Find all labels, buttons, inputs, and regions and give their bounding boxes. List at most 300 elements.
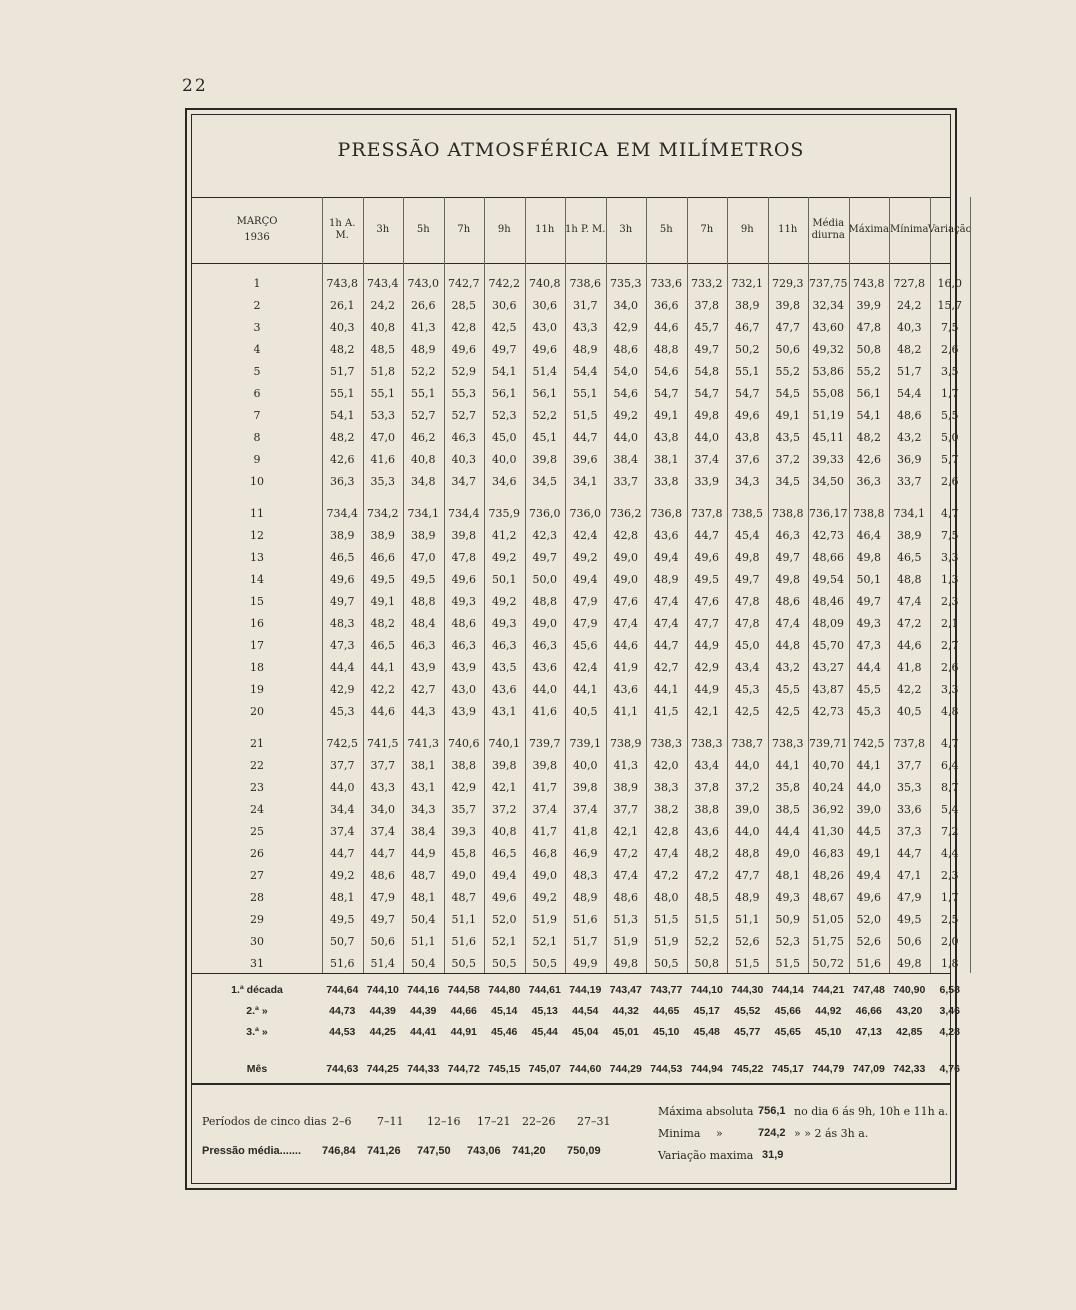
table-cell: 42,8 [654,825,679,838]
table-cell: 48,6 [613,343,638,356]
table-cell: 45,7 [694,321,719,334]
column-divider [444,197,445,973]
table-cell: 740,6 [448,737,480,750]
table-cell: 38,9 [613,781,638,794]
table-cell: 45,77 [734,1026,761,1038]
table-cell: 54,6 [654,365,679,378]
table-cell: 8,7 [941,781,959,794]
table-cell: 56,1 [856,387,881,400]
table-cell: 49,1 [654,409,679,422]
table-cell: 44,32 [612,1005,639,1017]
table-cell: 43,6 [694,825,719,838]
table-cell: 3,3 [941,551,959,564]
row-label: 22 [250,759,264,772]
table-cell: 42,6 [856,453,881,466]
table-cell: 42,2 [897,683,922,696]
table-cell: 55,2 [856,365,881,378]
table-cell: 46,9 [573,847,598,860]
table-cell: 43,3 [573,321,598,334]
table-cell: 43,20 [896,1005,923,1017]
table-cell: 49,3 [492,617,517,630]
table-cell: 742,33 [893,1063,926,1075]
table-cell: 44,54 [572,1005,599,1017]
table-cell: 37,6 [735,453,760,466]
table-cell: 51,75 [812,935,844,948]
table-cell: 49,5 [897,913,922,926]
table-cell: 41,8 [897,661,922,674]
table-cell: 1,8 [941,957,959,970]
var-value: 31,9 [762,1149,784,1161]
table-cell: 744,10 [690,984,723,996]
table-cell: 44,6 [897,639,922,652]
table-cell: 52,9 [451,365,476,378]
table-cell: 44,7 [897,847,922,860]
table-cell: 47,2 [613,847,638,860]
table-cell: 40,5 [573,705,598,718]
table-cell: 48,2 [330,431,355,444]
table-cell: 736,0 [569,507,601,520]
table-cell: 744,72 [447,1063,480,1075]
table-cell: 37,7 [370,759,395,772]
table-row [192,931,959,953]
table-row [192,547,959,569]
table-cell: 49,0 [451,869,476,882]
table-cell: 46,5 [492,847,517,860]
column-divider [808,197,809,973]
period-value: 27–31 [577,1115,611,1128]
table-cell: 55,1 [330,387,355,400]
table-cell: 50,7 [330,935,355,948]
table-cell: 4,28 [939,1026,960,1038]
table-cell: 42,9 [451,781,476,794]
table-cell: 47,7 [735,869,760,882]
row-label: 13 [250,551,264,564]
row-label: 14 [250,573,264,586]
table-cell: 47,9 [573,595,598,608]
table-cell: 38,9 [330,529,355,542]
min-note: » » 2 ás 3h a. [794,1127,869,1140]
table-cell: 48,9 [411,343,436,356]
table-cell: 46,8 [532,847,557,860]
table-cell: 739,1 [569,737,601,750]
table-cell: 2,0 [941,935,959,948]
table-cell: 740,1 [488,737,520,750]
table-row [192,887,959,909]
table-cell: 43,87 [812,683,844,696]
period-value: 2–6 [332,1115,352,1128]
column-header: 1h A. M. [329,218,356,241]
table-cell: 48,9 [654,573,679,586]
table-cell: 50,6 [897,935,922,948]
table-cell: 49,0 [613,573,638,586]
table-cell: 45,52 [734,1005,761,1017]
table-cell: 48,8 [532,595,557,608]
table-row [192,591,959,613]
table-cell: 24,2 [897,299,922,312]
table-cell: 729,3 [772,277,804,290]
table-cell: 52,2 [411,365,436,378]
table-cell: 45,44 [531,1026,558,1038]
table-cell: 42,5 [492,321,517,334]
table-cell: 49,6 [856,891,881,904]
table-cell: 37,8 [694,781,719,794]
period-value: 7–11 [377,1115,404,1128]
table-cell: 40,3 [330,321,355,334]
table-cell: 37,3 [897,825,922,838]
table-cell: 54,4 [573,365,598,378]
table-cell: 744,63 [326,1063,359,1075]
table-row [192,273,962,295]
table-cell: 49,7 [856,595,881,608]
table-cell: 49,6 [735,409,760,422]
table-cell: 34,3 [411,803,436,816]
table-cell: 43,8 [735,431,760,444]
table-cell: 48,67 [812,891,844,904]
table-cell: 45,70 [812,639,844,652]
table-cell: 49,3 [775,891,800,904]
table-cell: 48,8 [411,595,436,608]
table-cell: 37,2 [735,781,760,794]
table-cell: 37,7 [330,759,355,772]
row-label: 30 [250,935,264,948]
table-cell: 45,3 [856,705,881,718]
table-cell: 49,4 [573,573,598,586]
table-cell: 41,30 [812,825,844,838]
table-cell: 43,4 [735,661,760,674]
table-cell: 54,7 [694,387,719,400]
table-row [192,449,959,471]
table-cell: 49,8 [775,573,800,586]
table-cell: 42,9 [330,683,355,696]
table-cell: 736,17 [809,507,848,520]
table-cell: 48,9 [573,891,598,904]
table-cell: 48,2 [370,617,395,630]
table-cell: 736,0 [529,507,561,520]
table-cell: 49,7 [330,595,355,608]
column-header: 7h [700,224,714,235]
table-cell: 41,7 [532,781,557,794]
table-cell: 36,92 [812,803,844,816]
table-cell: 42,9 [613,321,638,334]
table-cell: 2,5 [941,913,959,926]
table-cell: 736,2 [610,507,642,520]
table-cell: 51,05 [812,913,844,926]
table-cell: 50,4 [411,957,436,970]
table-cell: 47,6 [694,595,719,608]
table-cell: 744,94 [690,1063,723,1075]
row-label: 26 [250,847,264,860]
table-cell: 31,7 [573,299,598,312]
column-header: 9h [497,224,511,235]
max-abs-label: Máxima absoluta [658,1105,754,1118]
table-cell: 49,6 [451,343,476,356]
table-cell: 49,9 [573,957,598,970]
table-cell: 37,8 [694,299,719,312]
column-divider [889,197,890,973]
table-cell: 1,7 [941,891,959,904]
table-cell: 745,07 [528,1063,561,1075]
table-cell: 734,1 [893,507,925,520]
table-cell: 51,1 [735,913,760,926]
table-cell: 37,2 [492,803,517,816]
table-cell: 43,6 [654,529,679,542]
table-cell: 744,14 [771,984,804,996]
table-cell: 48,8 [897,573,922,586]
period-value: 17–21 [477,1115,511,1128]
table-cell: 42,73 [812,529,844,542]
column-divider [970,197,971,973]
table-cell: 49,6 [330,573,355,586]
table-cell: 44,1 [856,759,881,772]
pressure-label: Pressão média....... [202,1145,302,1157]
table-cell: 49,1 [775,409,800,422]
row-label: 10 [250,475,264,488]
table-cell: 45,5 [856,683,881,696]
table-cell: 47,3 [330,639,355,652]
table-cell: 44,3 [411,705,436,718]
table-row [192,383,959,405]
row-label: 17 [250,639,264,652]
table-cell: 47,2 [694,869,719,882]
table-cell: 51,9 [654,935,679,948]
table-cell: 54,5 [775,387,800,400]
table-cell: 49,7 [775,551,800,564]
table-cell: 42,0 [654,759,679,772]
table-cell: 44,1 [654,683,679,696]
table-cell: 47,4 [613,617,638,630]
table-cell: 744,53 [650,1063,683,1075]
table-cell: 41,6 [370,453,395,466]
table-cell: 43,0 [532,321,557,334]
table-cell: 49,4 [856,869,881,882]
table-cell: 44,0 [694,431,719,444]
row-label: 4 [253,343,261,356]
table-cell: 734,4 [448,507,480,520]
table-cell: 744,58 [447,984,480,996]
table-cell: 44,91 [450,1026,477,1038]
table-cell: 44,0 [330,781,355,794]
table-cell: 34,8 [411,475,436,488]
table-cell: 744,79 [812,1063,845,1075]
table-cell: 47,8 [856,321,881,334]
table-cell: 46,3 [411,639,436,652]
row-label: 18 [250,661,264,674]
table-row [192,635,959,657]
table-cell: 51,3 [613,913,638,926]
table-cell: 42,7 [411,683,436,696]
table-cell: 45,6 [573,639,598,652]
table-cell: 42,2 [370,683,395,696]
table-cell: 39,6 [573,453,598,466]
table-cell: 741,5 [367,737,399,750]
table-cell: 44,7 [694,529,719,542]
table-cell: 5,4 [941,803,959,816]
table-cell: 35,3 [897,781,922,794]
table-cell: 44,25 [369,1026,396,1038]
table-cell: 41,7 [532,825,557,838]
table-cell: 47,3 [856,639,881,652]
table-cell: 24,2 [370,299,395,312]
row-label: 25 [250,825,264,838]
table-cell: 45,46 [491,1026,518,1038]
table-cell: 51,9 [532,913,557,926]
table-cell: 52,0 [492,913,517,926]
table-cell: 42,85 [896,1026,923,1038]
table-cell: 52,3 [492,409,517,422]
table-cell: 51,6 [573,913,598,926]
table-cell: 42,4 [573,661,598,674]
table-cell: 44,66 [450,1005,477,1017]
table-cell: 48,7 [411,869,436,882]
table-cell: 50,72 [812,957,844,970]
table-cell: 745,15 [488,1063,521,1075]
table-cell: 50,2 [735,343,760,356]
table-cell: 38,1 [654,453,679,466]
table-cell: 38,4 [411,825,436,838]
table-cell: 48,2 [694,847,719,860]
table-cell: 47,4 [613,869,638,882]
row-label: 23 [250,781,264,794]
table-cell: 734,1 [407,507,439,520]
table-cell: 744,19 [569,984,602,996]
table-row [192,317,959,339]
table-cell: 53,86 [812,365,844,378]
table-cell: 49,32 [812,343,844,356]
max-abs-note: no dia 6 ás 9h, 10h e 11h a. [794,1105,949,1118]
table-cell: 48,9 [735,891,760,904]
table-cell: 46,3 [492,639,517,652]
table-row [192,733,959,755]
table-cell: 51,1 [451,913,476,926]
table-cell: 7,5 [941,529,959,542]
table-cell: 52,7 [451,409,476,422]
table-cell: 744,29 [609,1063,642,1075]
column-header: 9h [740,224,754,235]
table-cell: 48,5 [370,343,395,356]
table-cell: 45,11 [812,431,844,444]
table-cell: 43,0 [451,683,476,696]
row-label: 2 [253,299,261,312]
table-cell: 44,39 [410,1005,437,1017]
table-cell: 37,2 [775,453,800,466]
table-cell: 738,8 [853,507,885,520]
table-cell: 4,76 [939,1063,960,1075]
table-cell: 51,5 [654,913,679,926]
summary-row [192,1021,960,1043]
row-label: 20 [250,705,264,718]
table-cell: 49,7 [694,343,719,356]
table-cell: 51,5 [573,409,598,422]
table-cell: 41,5 [654,705,679,718]
column-header: Média diurna [811,218,845,241]
table-cell: 55,1 [411,387,436,400]
table-cell: 739,71 [809,737,848,750]
table-cell: 44,0 [856,781,881,794]
table-cell: 55,1 [370,387,395,400]
summary-row [192,1000,960,1022]
table-cell: 734,2 [367,507,399,520]
table-cell: 4,7 [941,737,959,750]
table-cell: 42,8 [613,529,638,542]
table-cell: 50,5 [492,957,517,970]
table-cell: 5,0 [941,431,959,444]
table-row [192,657,959,679]
row-label: 16 [250,617,264,630]
row-label: 8 [253,431,261,444]
row-label: 6 [253,387,261,400]
table-cell: 738,3 [650,737,682,750]
table-cell: 41,1 [613,705,638,718]
table-cell: 48,3 [573,869,598,882]
table-cell: 48,4 [411,617,436,630]
table-cell: 34,1 [573,475,598,488]
table-cell: 51,5 [694,913,719,926]
table-cell: 49,5 [411,573,436,586]
table-cell: 4,4 [941,847,959,860]
table-cell: 47,4 [897,595,922,608]
table-cell: 2,6 [941,343,959,356]
table-cell: 42,1 [492,781,517,794]
table-cell: 47,1 [897,869,922,882]
table-cell: 744,60 [569,1063,602,1075]
table-inner [191,114,972,1184]
table-cell: 5,5 [941,409,959,422]
table-cell: 47,13 [855,1026,882,1038]
table-cell: 45,3 [735,683,760,696]
table-cell: 48,6 [897,409,922,422]
column-header: 11h [535,224,555,235]
table-row [192,339,959,361]
periods-label: Períodos de cinco dias [202,1115,327,1128]
pressure-value: 741,26 [367,1145,401,1157]
row-label: 7 [253,409,261,422]
row-label: 1.ª década [231,984,283,996]
table-cell: 38,9 [411,529,436,542]
table-cell: 742,7 [448,277,480,290]
row-label: 3 [253,321,261,334]
table-cell: 40,24 [812,781,844,794]
table-cell: 26,6 [411,299,436,312]
table-cell: 39,9 [856,299,881,312]
pressure-value: 743,06 [467,1145,501,1157]
table-cell: 49,4 [492,869,517,882]
table-cell: 47,4 [654,617,679,630]
table-cell: 34,3 [735,475,760,488]
table-cell: 744,10 [366,984,399,996]
table-cell: 40,3 [897,321,922,334]
table-cell: 46,3 [451,431,476,444]
table-cell: 44,53 [329,1026,356,1038]
table-row [192,361,959,383]
table-cell: 740,8 [529,277,561,290]
pressure-value: 750,09 [567,1145,601,1157]
table-cell: 49,6 [694,551,719,564]
table-cell: 37,4 [370,825,395,838]
min-value: 724,2 [758,1127,786,1139]
table-cell: 52,2 [694,935,719,948]
table-cell: 43,9 [411,661,436,674]
table-cell: 41,9 [613,661,638,674]
table-cell: 44,9 [694,639,719,652]
table-cell: 49,1 [856,847,881,860]
row-label: 2.ª » [246,1005,268,1017]
table-row [192,427,959,449]
table-cell: 49,5 [330,913,355,926]
row-label: 29 [250,913,264,926]
table-cell: 38,1 [411,759,436,772]
table-cell: 49,3 [856,617,881,630]
table-row [192,679,959,701]
